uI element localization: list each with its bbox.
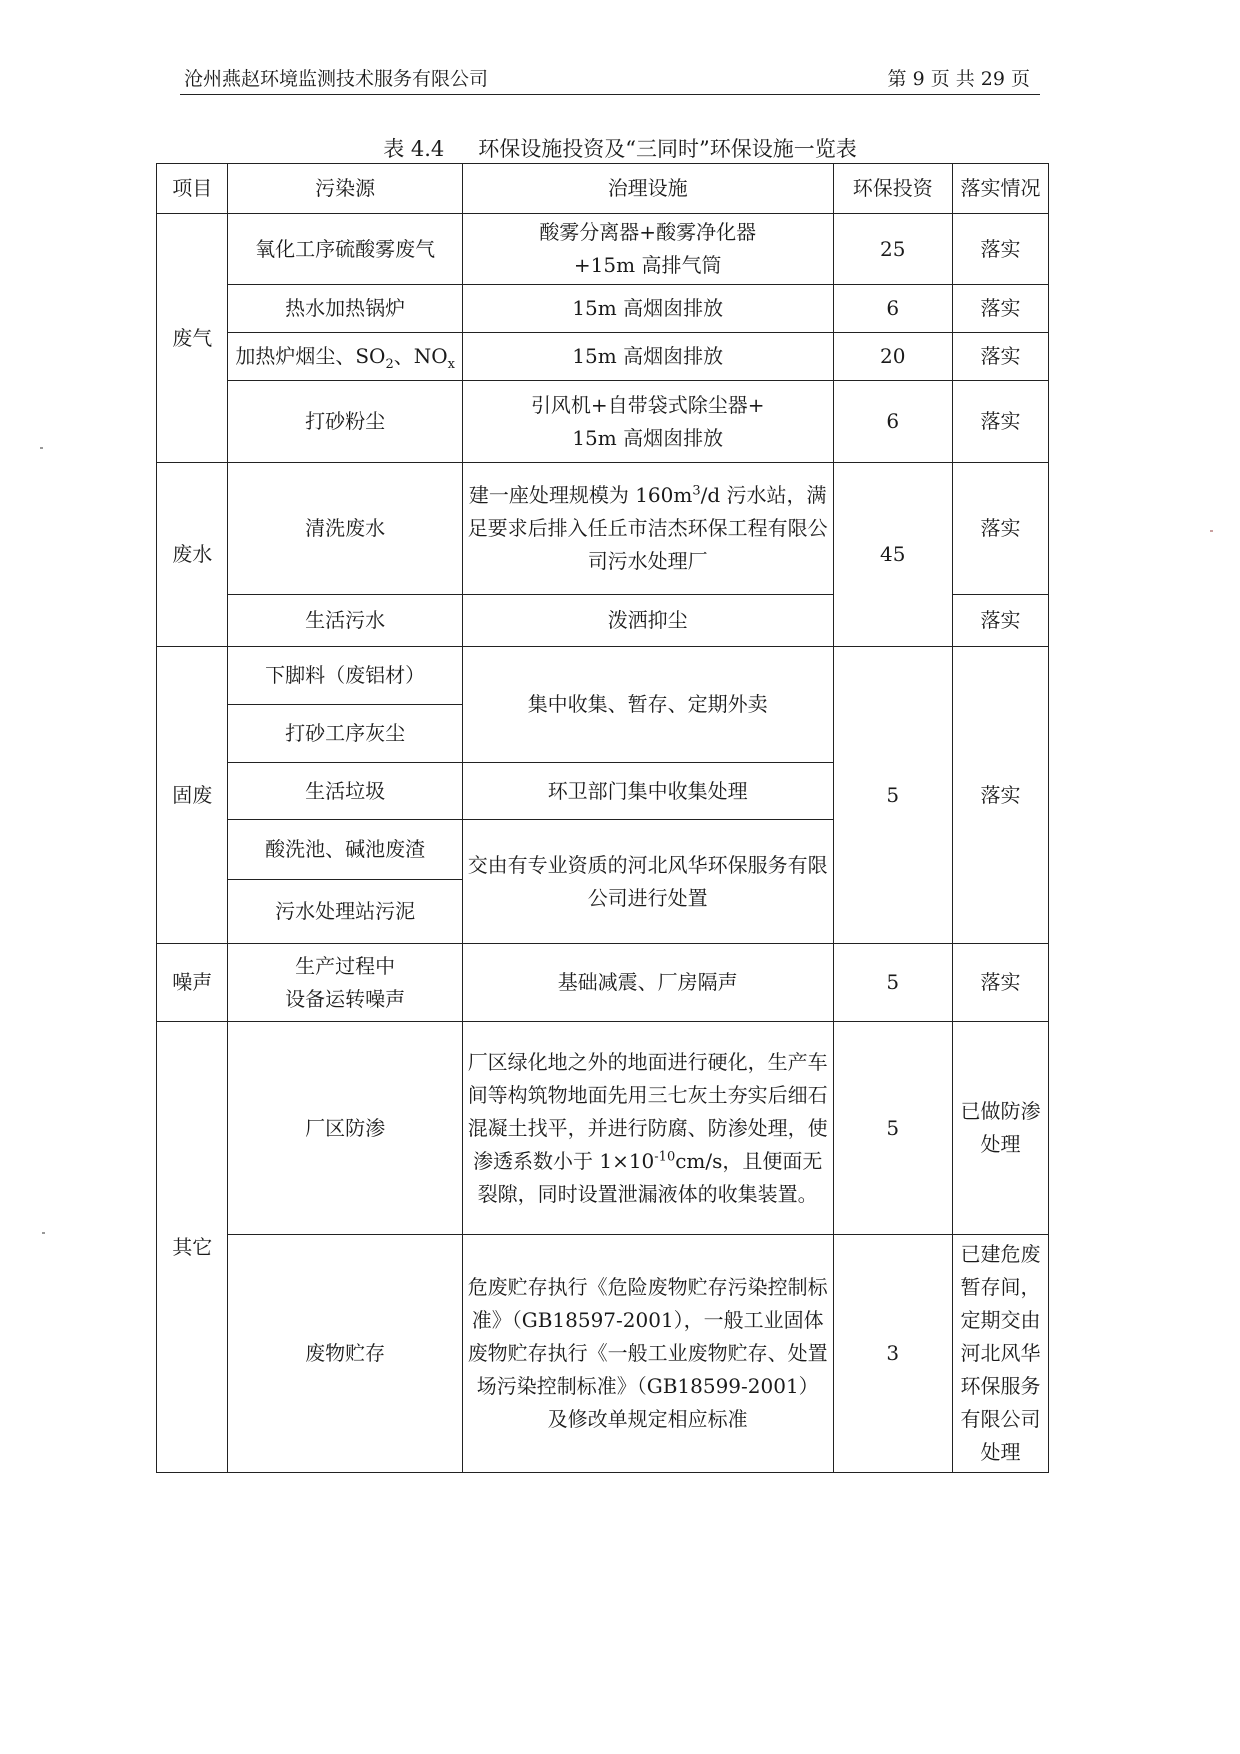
table-header-row bbox=[157, 164, 1049, 214]
facility-cell: 交由有专业资质的河北风华环保服务有限公司进行处置 bbox=[462, 820, 833, 944]
investment-cell: 25 bbox=[833, 214, 952, 285]
table-row bbox=[157, 647, 1049, 705]
table-row bbox=[157, 285, 1049, 333]
source-cell: 热水加热锅炉 bbox=[228, 285, 462, 333]
investment-cell: 6 bbox=[833, 285, 952, 333]
investment-cell: 5 bbox=[833, 944, 952, 1022]
status-cell: 已建危废暂存间，定期交由河北风华环保服务有限公司处理 bbox=[952, 1235, 1048, 1473]
status-cell: 落实 bbox=[952, 381, 1048, 463]
table-row bbox=[157, 944, 1049, 1022]
category-solid-waste: 固废 bbox=[157, 647, 228, 944]
source-cell: 酸洗池、碱池废渣 bbox=[228, 820, 462, 880]
source-cell: 生活污水 bbox=[228, 595, 462, 647]
source-cell: 下脚料（废铝材） bbox=[228, 647, 462, 705]
category-other: 其它 bbox=[157, 1022, 228, 1473]
investment-cell: 3 bbox=[833, 1235, 952, 1473]
source-cell: 厂区防渗 bbox=[228, 1022, 462, 1235]
page-number: 第 9 页 共 29 页 bbox=[887, 68, 1030, 90]
header-facility: 治理设施 bbox=[462, 164, 833, 214]
company-name: 沧州燕赵环境监测技术服务有限公司 bbox=[184, 68, 489, 90]
facility-cell: 危废贮存执行《危险废物贮存污染控制标准》（GB18597-2001），一般工业固体废物贮存执行《一般工业废物贮存、处置场污染控制标准》（GB18599-2001）及修改单规定相应标准 bbox=[462, 1235, 833, 1473]
source-cell: 打砂工序灰尘 bbox=[228, 705, 462, 763]
facility-cell: 15m 高烟囱排放 bbox=[462, 333, 833, 381]
category-noise: 噪声 bbox=[157, 944, 228, 1022]
facility-cell: 15m 高烟囱排放 bbox=[462, 285, 833, 333]
source-cell: 清洗废水 bbox=[228, 463, 462, 595]
header-investment: 环保投资 bbox=[833, 164, 952, 214]
status-cell: 落实 bbox=[952, 463, 1048, 595]
facility-cell: 环卫部门集中收集处理 bbox=[462, 763, 833, 820]
table-row bbox=[157, 1235, 1049, 1473]
status-cell: 落实 bbox=[952, 944, 1048, 1022]
facility-cell: 泼洒抑尘 bbox=[462, 595, 833, 647]
facility-cell: 酸雾分离器+酸雾净化器 +15m 高排气筒 bbox=[462, 214, 833, 285]
investment-cell: 5 bbox=[833, 647, 952, 944]
table-row bbox=[157, 1022, 1049, 1235]
table-row bbox=[157, 381, 1049, 463]
table-row bbox=[157, 214, 1049, 285]
page-header bbox=[180, 58, 1040, 95]
table-row bbox=[157, 333, 1049, 381]
status-cell: 落实 bbox=[952, 647, 1048, 944]
header-item: 项目 bbox=[157, 164, 228, 214]
scan-speck bbox=[42, 1232, 45, 1234]
source-cell: 氧化工序硫酸雾废气 bbox=[228, 214, 462, 285]
table-caption bbox=[0, 133, 1240, 163]
scan-speck bbox=[1210, 530, 1213, 532]
source-cell: 生活垃圾 bbox=[228, 763, 462, 820]
environmental-facility-table bbox=[156, 163, 1049, 1473]
table-title: 环保设施投资及“三同时”环保设施一览表 bbox=[478, 137, 857, 161]
header-source: 污染源 bbox=[228, 164, 462, 214]
status-cell: 落实 bbox=[952, 595, 1048, 647]
status-cell: 落实 bbox=[952, 214, 1048, 285]
facility-cell: 厂区绿化地之外的地面进行硬化，生产车间等构筑物地面先用三七灰土夯实后细石混凝土找平，并进行防腐、防渗处理，使渗透系数小于 $1\times 10^{-10}cm/s$，且便面无裂隙，同时设置泄漏液体的收集装置。 bbox=[462, 1022, 833, 1235]
source-cell: 污水处理站污泥 bbox=[228, 880, 462, 944]
facility-cell: 集中收集、暂存、定期外卖 bbox=[462, 647, 833, 763]
category-waste-gas: 废气 bbox=[157, 214, 228, 463]
source-cell: 打砂粉尘 bbox=[228, 381, 462, 463]
investment-cell: 20 bbox=[833, 333, 952, 381]
facility-cell: 引风机+自带袋式除尘器+ 15m 高烟囱排放 bbox=[462, 381, 833, 463]
scan-speck bbox=[40, 447, 43, 449]
status-cell: 落实 bbox=[952, 333, 1048, 381]
table-row bbox=[157, 463, 1049, 595]
table-number: 表 4.4 bbox=[383, 137, 445, 161]
source-cell: 加热炉烟尘、$SO_2$、$NO_x$ bbox=[228, 333, 462, 381]
source-cell: 生产过程中 设备运转噪声 bbox=[228, 944, 462, 1022]
status-cell: 落实 bbox=[952, 285, 1048, 333]
facility-cell: 基础减震、厂房隔声 bbox=[462, 944, 833, 1022]
header-status: 落实情况 bbox=[952, 164, 1048, 214]
investment-cell: 45 bbox=[833, 463, 952, 647]
status-cell: 已做防渗处理 bbox=[952, 1022, 1048, 1235]
facility-cell: 建一座处理规模为 $160m^3/d$ 污水站，满足要求后排入任丘市洁杰环保工程有限公司污水处理厂 bbox=[462, 463, 833, 595]
category-waste-water: 废水 bbox=[157, 463, 228, 647]
investment-cell: 6 bbox=[833, 381, 952, 463]
source-cell: 废物贮存 bbox=[228, 1235, 462, 1473]
investment-cell: 5 bbox=[833, 1022, 952, 1235]
